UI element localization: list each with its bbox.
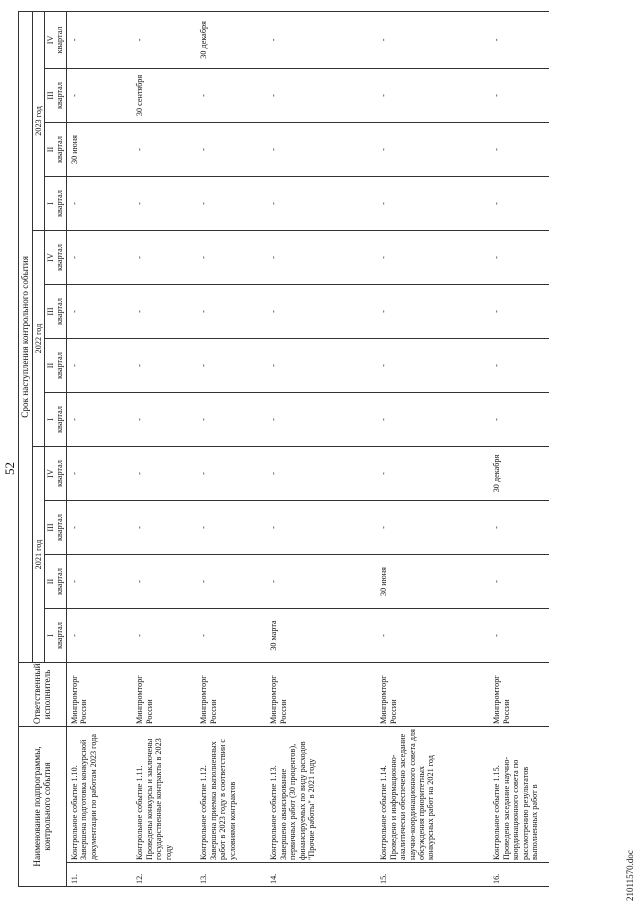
event-name: Контрольное событие 1.13. Завершено авансирование первичных работ (30 процентов), финансируемых по виду расходов "Прочие работы" в 2021 году [266,727,376,863]
deadline-cell: - [132,555,196,609]
deadline-cell: - [66,339,132,393]
header-year: 2021 год [32,447,44,663]
quarter-header [45,501,67,555]
quarter-number: III [46,91,55,100]
deadline-cell: - [489,393,549,447]
quarter-number: II [46,146,55,153]
deadline-cell: - [266,339,376,393]
deadline-cell: - [66,11,132,68]
quarter-header [45,231,67,285]
row-number: 16. [489,863,549,887]
deadline-cell: - [376,339,489,393]
deadline-cell: - [266,11,376,68]
quarter-word: квартал [55,244,65,271]
row-number: 12. [132,863,196,887]
deadline-cell: - [132,447,196,501]
header-name-col: Наименование подпрограммы, контрольного события [19,727,67,887]
header-deadline-group: Срок наступления контрольного события [19,11,33,662]
quarter-word: квартал [55,26,65,54]
responsible-executor: Минпромторг России [196,663,266,727]
deadline-cell: - [266,69,376,123]
deadline-cell: - [489,501,549,555]
control-events-table [18,11,549,887]
quarter-word: квартал [55,298,65,325]
responsible-executor: Минпромторг России [66,663,132,727]
deadline-cell: - [132,609,196,663]
quarter-word: квартал [55,514,65,541]
deadline-cell: - [489,11,549,68]
quarter-number: III [46,523,55,532]
quarter-number: I [46,202,55,205]
deadline-cell: - [376,177,489,231]
row-number: 14. [266,863,376,887]
quarter-number: II [46,362,55,369]
deadline-cell: - [196,339,266,393]
table-row [196,11,266,886]
deadline-cell: - [266,447,376,501]
quarter-word: квартал [55,568,65,595]
deadline-cell: - [132,231,196,285]
quarter-header [45,11,67,68]
quarter-header [45,69,67,123]
deadline-cell: - [66,285,132,339]
deadline-cell: - [132,123,196,177]
quarter-number: II [46,578,55,585]
deadline-cell: 30 декабря [489,447,549,501]
deadline-cell: - [132,11,196,68]
deadline-cell: - [132,285,196,339]
responsible-executor: Минпромторг России [489,663,549,727]
deadline-cell: - [196,501,266,555]
quarter-number: I [46,634,55,637]
deadline-cell: - [376,123,489,177]
table-row [266,11,376,886]
deadline-cell: - [489,123,549,177]
quarter-header [45,285,67,339]
deadline-cell: - [376,447,489,501]
deadline-cell: - [66,447,132,501]
deadline-cell: - [489,609,549,663]
quarter-number: IV [46,35,55,45]
deadline-cell: - [266,177,376,231]
row-number: 13. [196,863,266,887]
quarter-number: IV [46,469,55,478]
deadline-cell: - [196,231,266,285]
header-year: 2023 год [32,11,44,230]
quarter-header [45,339,67,393]
deadline-cell: - [66,69,132,123]
deadline-cell: - [266,501,376,555]
responsible-executor: Минпромторг России [266,663,376,727]
page-number: 52 [2,462,17,475]
deadline-cell: - [266,123,376,177]
table-row [132,11,196,886]
quarter-word: квартал [55,82,65,109]
deadline-cell: - [196,69,266,123]
deadline-cell: - [376,393,489,447]
header-exec-col: Ответственный исполнитель [19,663,67,727]
deadline-cell: - [66,177,132,231]
deadline-cell: - [376,609,489,663]
quarter-word: квартал [55,190,65,217]
deadline-cell: - [489,69,549,123]
deadline-cell: - [266,393,376,447]
quarter-word: квартал [55,622,65,649]
quarter-word: квартал [55,352,65,379]
quarter-header [45,555,67,609]
responsible-executor: Минпромторг России [376,663,489,727]
deadline-cell: - [132,501,196,555]
deadline-cell: - [376,11,489,68]
file-name-footer: 21011570.doc [625,850,635,901]
quarter-header [45,609,67,663]
deadline-cell: - [489,555,549,609]
table-row [376,11,489,886]
deadline-cell: - [196,393,266,447]
deadline-cell: - [66,231,132,285]
deadline-cell: - [196,447,266,501]
deadline-cell: - [376,69,489,123]
row-number: 11. [66,863,132,887]
quarter-header [45,177,67,231]
deadline-cell: - [489,231,549,285]
deadline-cell: 30 сентября [132,69,196,123]
deadline-cell: 30 июня [66,123,132,177]
deadline-cell: - [66,501,132,555]
deadline-cell: - [132,339,196,393]
quarter-number: III [46,307,55,316]
deadline-cell: - [196,555,266,609]
deadline-cell: - [376,285,489,339]
deadline-cell: - [376,231,489,285]
event-name: Контрольное событие 1.12. Завершена приемка выполненных работ в 2023 году в соответствии с условиями контрактов [196,727,266,863]
deadline-cell: - [66,555,132,609]
deadline-cell: - [132,177,196,231]
event-name: Контрольное событие 1.15. Проведено заседание научно-координационного совета по рассмотрению результатов выполненных работ в [489,727,549,863]
event-name: Контрольное событие 1.11. Проведены конкурсы и заключены государственные контракты в 2023 году [132,727,196,863]
deadline-cell: - [196,123,266,177]
deadline-cell: - [196,177,266,231]
quarter-word: квартал [55,406,65,433]
deadline-cell: - [266,231,376,285]
quarter-header [45,447,67,501]
deadline-cell: - [66,393,132,447]
quarter-number: IV [46,253,55,262]
deadline-cell: - [489,285,549,339]
table-row [66,11,132,886]
deadline-cell: - [196,285,266,339]
event-name: Контрольное событие 1.14. Проведено и информационно-аналитически обеспечено заседание научно-координационного совета для обсуждения приоритетных конкурсных работ на 2021 год [376,727,489,863]
deadline-cell: - [266,555,376,609]
quarter-header [45,393,67,447]
deadline-cell: - [489,177,549,231]
responsible-executor: Минпромторг России [132,663,196,727]
deadline-cell: 30 декабря [196,11,266,68]
deadline-cell: - [66,609,132,663]
header-year: 2022 год [32,231,44,447]
deadline-cell: - [196,609,266,663]
event-name: Контрольное событие 1.10. Завершена подготовка конкурсной документации по работам 2023 года [66,727,132,863]
deadline-cell: - [132,393,196,447]
quarter-word: квартал [55,460,65,487]
deadline-cell: 30 марта [266,609,376,663]
table-row [489,11,549,886]
quarter-number: I [46,418,55,421]
deadline-cell: 30 июня [376,555,489,609]
deadline-cell: - [489,339,549,393]
deadline-cell: - [376,501,489,555]
quarter-word: квартал [55,136,65,163]
quarter-header [45,123,67,177]
table-body [66,11,549,886]
row-number: 15. [376,863,489,887]
deadline-cell: - [266,285,376,339]
